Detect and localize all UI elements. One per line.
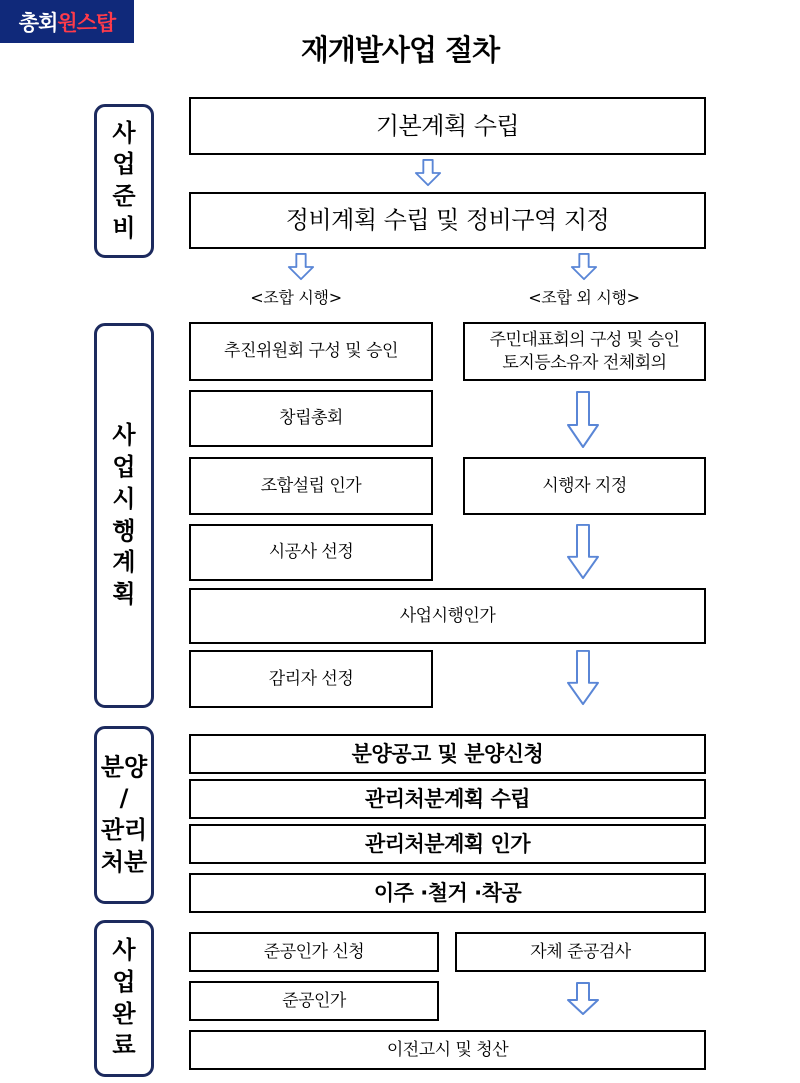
down-arrow-icon bbox=[566, 982, 600, 1016]
label-union: <조합 시행> bbox=[250, 288, 342, 307]
step-self-inspection: 자체 준공검사 bbox=[455, 932, 706, 972]
step-resident-rep-text: 주민대표회의 구성 및 승인 토지등소유자 전체회의 bbox=[489, 329, 680, 373]
phase-sale-label: 분양 / 관리 처분 bbox=[100, 752, 148, 876]
step-completion-approval: 준공인가 bbox=[189, 981, 439, 1021]
step-operator-designation: 시행자 지정 bbox=[463, 457, 706, 515]
step-union-approval: 조합설립 인가 bbox=[189, 457, 433, 515]
step-sale-notice: 분양공고 및 분양신청 bbox=[189, 734, 706, 774]
step-mgmt-plan: 관리처분계획 수립 bbox=[189, 779, 706, 819]
phase-sale bbox=[94, 726, 154, 904]
phase-done-label: 사 업 완 료 bbox=[112, 936, 136, 1060]
down-arrow-icon bbox=[414, 158, 442, 188]
down-arrow-icon bbox=[570, 252, 598, 282]
step-project-approval: 사업시행인가 bbox=[189, 588, 706, 644]
step-mgmt-approval: 관리처분계획 인가 bbox=[189, 824, 706, 864]
step-resident-rep bbox=[463, 322, 706, 381]
logo-text-2: 원스탑 bbox=[57, 10, 116, 35]
step-completion-request: 준공인가 신청 bbox=[189, 932, 439, 972]
down-arrow-icon bbox=[566, 650, 600, 706]
diagram-title: 재개발사업 절차 bbox=[300, 33, 500, 67]
phase-prep bbox=[94, 104, 154, 258]
step-basic-plan: 기본계획 수립 bbox=[189, 97, 706, 155]
label-nonunion: <조합 외 시행> bbox=[528, 288, 640, 307]
logo-text-1: 총회 bbox=[18, 10, 58, 35]
phase-plan-label: 사 업 시 행 계 획 bbox=[112, 421, 136, 608]
phase-plan bbox=[94, 323, 154, 708]
step-supervisor-selection: 감리자 선정 bbox=[189, 650, 433, 708]
phase-prep-label: 사 업 준 비 bbox=[112, 118, 136, 242]
step-founding-meeting: 창립총회 bbox=[189, 390, 433, 447]
phase-done bbox=[94, 920, 154, 1077]
step-relocation: 이주 ·철거 ·착공 bbox=[189, 873, 706, 913]
step-committee: 추진위원회 구성 및 승인 bbox=[189, 322, 433, 381]
down-arrow-icon bbox=[287, 252, 315, 282]
down-arrow-icon bbox=[566, 524, 600, 580]
step-contractor-selection: 시공사 선정 bbox=[189, 524, 433, 581]
down-arrow-icon bbox=[566, 391, 600, 449]
step-transfer-notice: 이전고시 및 청산 bbox=[189, 1030, 706, 1070]
step-zone-designation: 정비계획 수립 및 정비구역 지정 bbox=[189, 192, 706, 249]
